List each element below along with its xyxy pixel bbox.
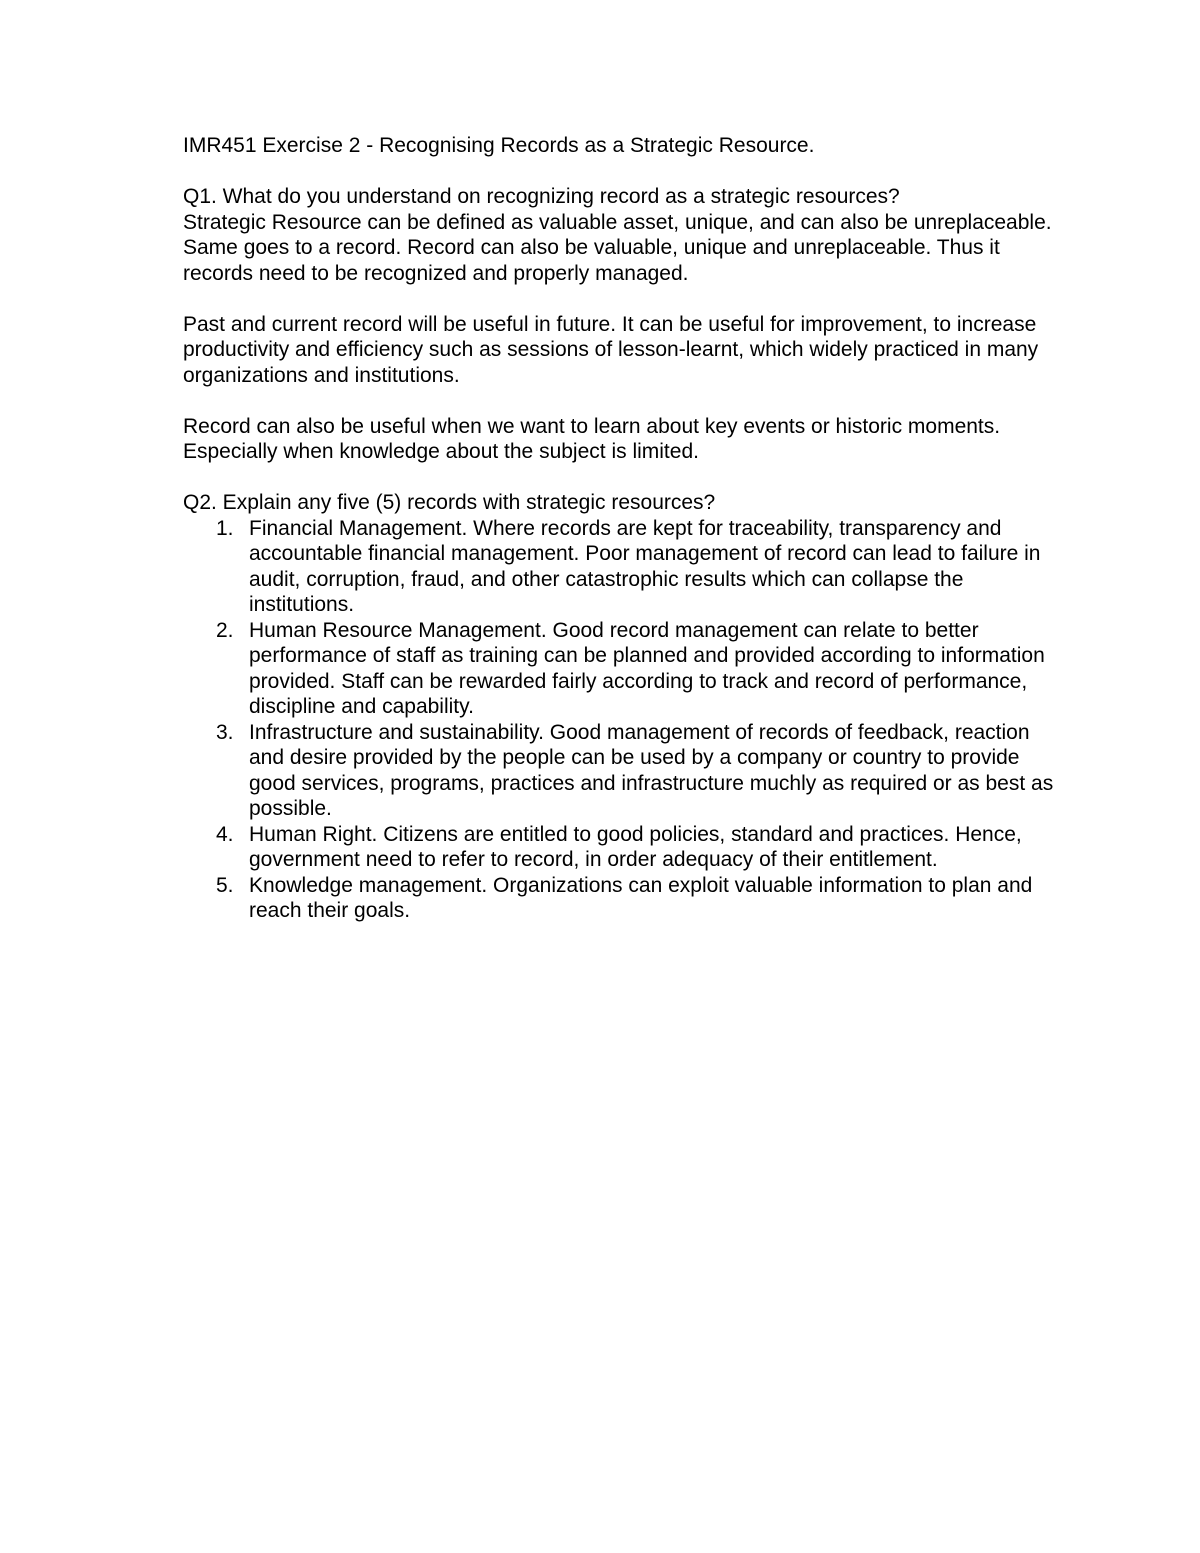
q1-paragraph: Strategic Resource can be defined as valuable asset, unique, and can also be unreplaceable. Same goes to a record. Record can also be valuable, unique and unreplaceable. Thus it records need to be recognized and properly managed. (183, 210, 1052, 285)
list-item-text: Knowledge management. Organizations can exploit valuable information to plan and reach their goals. (249, 873, 1033, 922)
spacer (183, 159, 1063, 185)
list-item (183, 720, 1063, 822)
list-item-number: 3. (216, 720, 234, 744)
list-item (183, 516, 1063, 618)
q1-paragraph: Past and current record will be useful in future. It can be useful for improvement, to increase productivity and efficiency such as sessions of lesson-learnt, which widely practiced in many organizations and institutions. (183, 312, 1039, 387)
list-item-number: 4. (216, 822, 234, 846)
q2-question: Q2. Explain any five (5) records with strategic resources? (183, 491, 716, 514)
spacer (183, 286, 1063, 312)
q1-paragraph: Record can also be useful when we want to learn about key events or historic moments. Especially when knowledge about the subject is limited. (183, 414, 1001, 463)
q2-answer-list (183, 516, 1063, 924)
document-body (183, 133, 1063, 924)
spacer (183, 465, 1063, 491)
list-item-number: 5. (216, 873, 234, 897)
list-item (183, 873, 1063, 924)
list-item (183, 822, 1063, 873)
list-item-number: 2. (216, 618, 234, 642)
list-item-text: Human Resource Management. Good record management can relate to better performance of staff as training can be planned and provided according to information provided. Staff can be rewarded fairly according to track and record of performance, discipline and capability. (249, 618, 1045, 718)
list-item-text: Infrastructure and sustainability. Good management of records of feedback, reaction and desire provided by the people can be used by a company or country to provide good services, programs, practices and infrastructure muchly as required or as best as possible. (249, 720, 1054, 820)
spacer (183, 388, 1063, 414)
list-item-text: Human Right. Citizens are entitled to good policies, standard and practices. Hence, government need to refer to record, in order adequacy of their entitlement. (249, 822, 1022, 871)
list-item-number: 1. (216, 516, 234, 540)
q1-question: Q1. What do you understand on recognizing record as a strategic resources? (183, 185, 900, 208)
document-title: IMR451 Exercise 2 - Recognising Records as a Strategic Resource. (183, 134, 815, 157)
list-item (183, 618, 1063, 720)
list-item-text: Financial Management. Where records are kept for traceability, transparency and accountable financial management. Poor management of record can lead to failure in audit, corruption, fraud, and other catastrophic results which can collapse the institutions. (249, 516, 1041, 616)
